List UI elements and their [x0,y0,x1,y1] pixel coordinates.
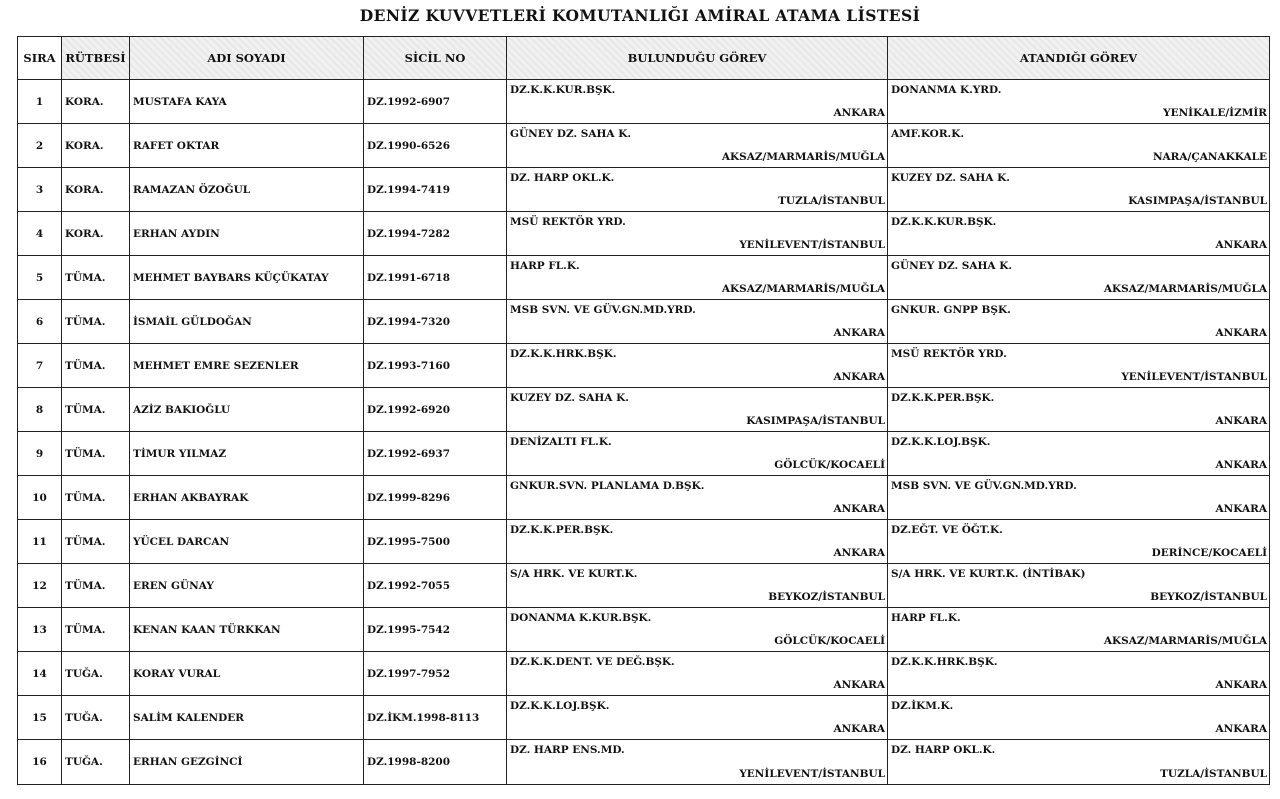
current-duty: GNKUR.SVN. PLANLAMA D.BŞK. [510,480,705,492]
table-row [18,740,1270,785]
rank: TÜMA. [62,388,130,432]
rank: TÜMA. [62,476,130,520]
current-duty-cell [507,564,888,608]
assigned-duty-location: NARA/ÇANAKKALE [1152,151,1267,163]
table-row [18,432,1270,476]
current-duty-location: YENİLEVENT/İSTANBUL [739,768,885,780]
row-number: 1 [18,80,62,124]
current-duty: GÜNEY DZ. SAHA K. [510,128,632,140]
assigned-duty-location: ANKARA [1215,679,1267,691]
row-number: 11 [18,520,62,564]
assigned-duty-location: DERİNCE/KOCAELİ [1151,547,1267,559]
full-name: YÜCEL DARCAN [130,520,364,564]
current-duty-location: ANKARA [833,679,885,691]
registry-number: DZ.1992-7055 [364,564,507,608]
table-row [18,388,1270,432]
current-duty: DZ.K.K.PER.BŞK. [510,524,614,536]
rank: TÜMA. [62,432,130,476]
current-duty-cell [507,432,888,476]
current-duty-location: ANKARA [833,107,885,119]
row-number: 5 [18,256,62,300]
row-number: 12 [18,564,62,608]
row-number: 6 [18,300,62,344]
current-duty-cell [507,520,888,564]
current-duty: DZ. HARP ENS.MD. [510,744,625,756]
table-row [18,212,1270,256]
row-number: 7 [18,344,62,388]
assigned-duty-cell [888,80,1270,124]
full-name: ERHAN GEZGİNCİ [130,740,364,785]
col-header-sicil-no: SİCİL NO [364,37,507,80]
current-duty-cell [507,652,888,696]
registry-number: DZ.1993-7160 [364,344,507,388]
table-body [18,80,1270,785]
registry-number: DZ.1997-7952 [364,652,507,696]
assigned-duty-location: YENİLEVENT/İSTANBUL [1121,371,1267,383]
current-duty-location: ANKARA [833,371,885,383]
assigned-duty: MSÜ REKTÖR YRD. [891,348,1007,360]
table-header-row [18,37,1270,80]
registry-number: DZ.1995-7542 [364,608,507,652]
rank: KORA. [62,168,130,212]
current-duty: DZ.K.K.KUR.BŞK. [510,84,616,96]
row-number: 14 [18,652,62,696]
rank: TÜMA. [62,344,130,388]
full-name: MEHMET EMRE SEZENLER [130,344,364,388]
current-duty: DZ. HARP OKL.K. [510,172,615,184]
registry-number: DZ.1999-8296 [364,476,507,520]
registry-number: DZ.1994-7320 [364,300,507,344]
full-name: ERHAN AYDIN [130,212,364,256]
assigned-duty: HARP FL.K. [891,612,961,624]
assigned-duty: DZ.EĞT. VE ÖĞT.K. [891,524,1003,536]
table-row [18,80,1270,124]
assigned-duty-location: YENİKALE/İZMİR [1163,107,1267,119]
assigned-duty: AMF.KOR.K. [891,128,964,140]
current-duty-location: ANKARA [833,723,885,735]
current-duty: MSB SVN. VE GÜV.GN.MD.YRD. [510,304,696,316]
col-header-rutbe: RÜTBESİ [62,37,130,80]
current-duty: HARP FL.K. [510,260,580,272]
row-number: 16 [18,740,62,785]
assigned-duty-cell [888,212,1270,256]
row-number: 10 [18,476,62,520]
assigned-duty-cell [888,476,1270,520]
assigned-duty-cell [888,696,1270,740]
assigned-duty-location: BEYKOZ/İSTANBUL [1150,591,1267,603]
assigned-duty: KUZEY DZ. SAHA K. [891,172,1010,184]
registry-number: DZ.1991-6718 [364,256,507,300]
assigned-duty-cell [888,432,1270,476]
assigned-duty: DZ. HARP OKL.K. [891,744,996,756]
assigned-duty-location: KASIMPAŞA/İSTANBUL [1128,195,1267,207]
assigned-duty: DZ.K.K.PER.BŞK. [891,392,995,404]
rank: KORA. [62,124,130,168]
table-row [18,124,1270,168]
assigned-duty-location: ANKARA [1215,459,1267,471]
row-number: 13 [18,608,62,652]
table-row [18,300,1270,344]
table-row [18,344,1270,388]
current-duty-cell [507,476,888,520]
current-duty-location: AKSAZ/MARMARİS/MUĞLA [721,283,885,295]
rank: TÜMA. [62,608,130,652]
col-header-atandigi-gorev: ATANDIĞI GÖREV [888,37,1270,80]
current-duty-cell [507,300,888,344]
col-header-bulundugu-gorev: BULUNDUĞU GÖREV [507,37,888,80]
current-duty-location: TUZLA/İSTANBUL [778,195,885,207]
assigned-duty: DZ.İKM.K. [891,700,954,712]
row-number: 4 [18,212,62,256]
assigned-duty-location: ANKARA [1215,327,1267,339]
current-duty-location: AKSAZ/MARMARİS/MUĞLA [721,151,885,163]
assigned-duty-cell [888,124,1270,168]
assigned-duty-location: TUZLA/İSTANBUL [1160,768,1267,780]
assignment-table [17,36,1270,785]
table-row [18,608,1270,652]
rank: TUĞA. [62,696,130,740]
full-name: RAFET OKTAR [130,124,364,168]
assigned-duty: S/A HRK. VE KURT.K. (İNTİBAK) [891,568,1086,580]
registry-number: DZ.1992-6907 [364,80,507,124]
full-name: EREN GÜNAY [130,564,364,608]
assigned-duty-location: ANKARA [1215,415,1267,427]
current-duty-cell [507,80,888,124]
current-duty: KUZEY DZ. SAHA K. [510,392,629,404]
row-number: 2 [18,124,62,168]
rank: TUĞA. [62,740,130,785]
registry-number: DZ.1995-7500 [364,520,507,564]
assigned-duty-location: ANKARA [1215,503,1267,515]
full-name: MEHMET BAYBARS KÜÇÜKATAY [130,256,364,300]
rank: TÜMA. [62,256,130,300]
col-header-sira: SIRA [18,37,62,80]
assigned-duty-location: ANKARA [1215,723,1267,735]
table-row [18,168,1270,212]
registry-number: DZ.1994-7282 [364,212,507,256]
full-name: AZİZ BAKIOĞLU [130,388,364,432]
row-number: 3 [18,168,62,212]
full-name: TİMUR YILMAZ [130,432,364,476]
current-duty: DONANMA K.KUR.BŞK. [510,612,652,624]
registry-number: DZ.İKM.1998-8113 [364,696,507,740]
current-duty-location: GÖLCÜK/KOCAELİ [774,635,885,647]
table-row [18,564,1270,608]
table-row [18,652,1270,696]
rank: TUĞA. [62,652,130,696]
table-row [18,520,1270,564]
assigned-duty-location: AKSAZ/MARMARİS/MUĞLA [1103,283,1267,295]
rank: TÜMA. [62,564,130,608]
full-name: MUSTAFA KAYA [130,80,364,124]
registry-number: DZ.1992-6937 [364,432,507,476]
current-duty-cell [507,740,888,785]
registry-number: DZ.1994-7419 [364,168,507,212]
current-duty: DENİZALTI FL.K. [510,436,612,448]
current-duty-location: YENİLEVENT/İSTANBUL [739,239,885,251]
current-duty: DZ.K.K.LOJ.BŞK. [510,700,610,712]
full-name: KENAN KAAN TÜRKKAN [130,608,364,652]
current-duty-cell [507,212,888,256]
assigned-duty-cell [888,608,1270,652]
assigned-duty-cell [888,256,1270,300]
assigned-duty-cell [888,344,1270,388]
current-duty-cell [507,608,888,652]
assigned-duty-cell [888,300,1270,344]
current-duty: DZ.K.K.DENT. VE DEĞ.BŞK. [510,656,675,668]
assigned-duty-cell [888,520,1270,564]
row-number: 15 [18,696,62,740]
current-duty-location: GÖLCÜK/KOCAELİ [774,459,885,471]
full-name: ERHAN AKBAYRAK [130,476,364,520]
rank: TÜMA. [62,300,130,344]
assigned-duty-cell [888,740,1270,785]
current-duty-cell [507,256,888,300]
current-duty: DZ.K.K.HRK.BŞK. [510,348,617,360]
table-row [18,256,1270,300]
current-duty-location: ANKARA [833,503,885,515]
rank: KORA. [62,212,130,256]
current-duty-cell [507,696,888,740]
col-header-ad-soyad: ADI SOYADI [130,37,364,80]
full-name: İSMAİL GÜLDOĞAN [130,300,364,344]
current-duty-location: KASIMPAŞA/İSTANBUL [746,415,885,427]
full-name: KORAY VURAL [130,652,364,696]
current-duty-cell [507,344,888,388]
current-duty: MSÜ REKTÖR YRD. [510,216,626,228]
assigned-duty-cell [888,388,1270,432]
assigned-duty: DZ.K.K.KUR.BŞK. [891,216,997,228]
current-duty: S/A HRK. VE KURT.K. [510,568,638,580]
registry-number: DZ.1990-6526 [364,124,507,168]
registry-number: DZ.1992-6920 [364,388,507,432]
assigned-duty: DONANMA K.YRD. [891,84,1002,96]
table-row [18,476,1270,520]
current-duty-location: ANKARA [833,547,885,559]
assigned-duty-cell [888,652,1270,696]
assigned-duty: DZ.K.K.LOJ.BŞK. [891,436,991,448]
table-row [18,696,1270,740]
current-duty-cell [507,124,888,168]
row-number: 8 [18,388,62,432]
full-name: RAMAZAN ÖZOĞUL [130,168,364,212]
assigned-duty: DZ.K.K.HRK.BŞK. [891,656,998,668]
row-number: 9 [18,432,62,476]
rank: TÜMA. [62,520,130,564]
current-duty-location: BEYKOZ/İSTANBUL [768,591,885,603]
registry-number: DZ.1998-8200 [364,740,507,785]
assigned-duty-cell [888,564,1270,608]
assigned-duty: MSB SVN. VE GÜV.GN.MD.YRD. [891,480,1077,492]
rank: KORA. [62,80,130,124]
assigned-duty-location: ANKARA [1215,239,1267,251]
assigned-duty: GNKUR. GNPP BŞK. [891,304,1011,316]
assigned-duty-cell [888,168,1270,212]
full-name: SALİM KALENDER [130,696,364,740]
assigned-duty-location: AKSAZ/MARMARİS/MUĞLA [1103,635,1267,647]
current-duty-location: ANKARA [833,327,885,339]
current-duty-cell [507,388,888,432]
current-duty-cell [507,168,888,212]
assigned-duty: GÜNEY DZ. SAHA K. [891,260,1013,272]
document-title: DENİZ KUVVETLERİ KOMUTANLIĞI AMİRAL ATAMA LİSTESİ [359,6,921,25]
